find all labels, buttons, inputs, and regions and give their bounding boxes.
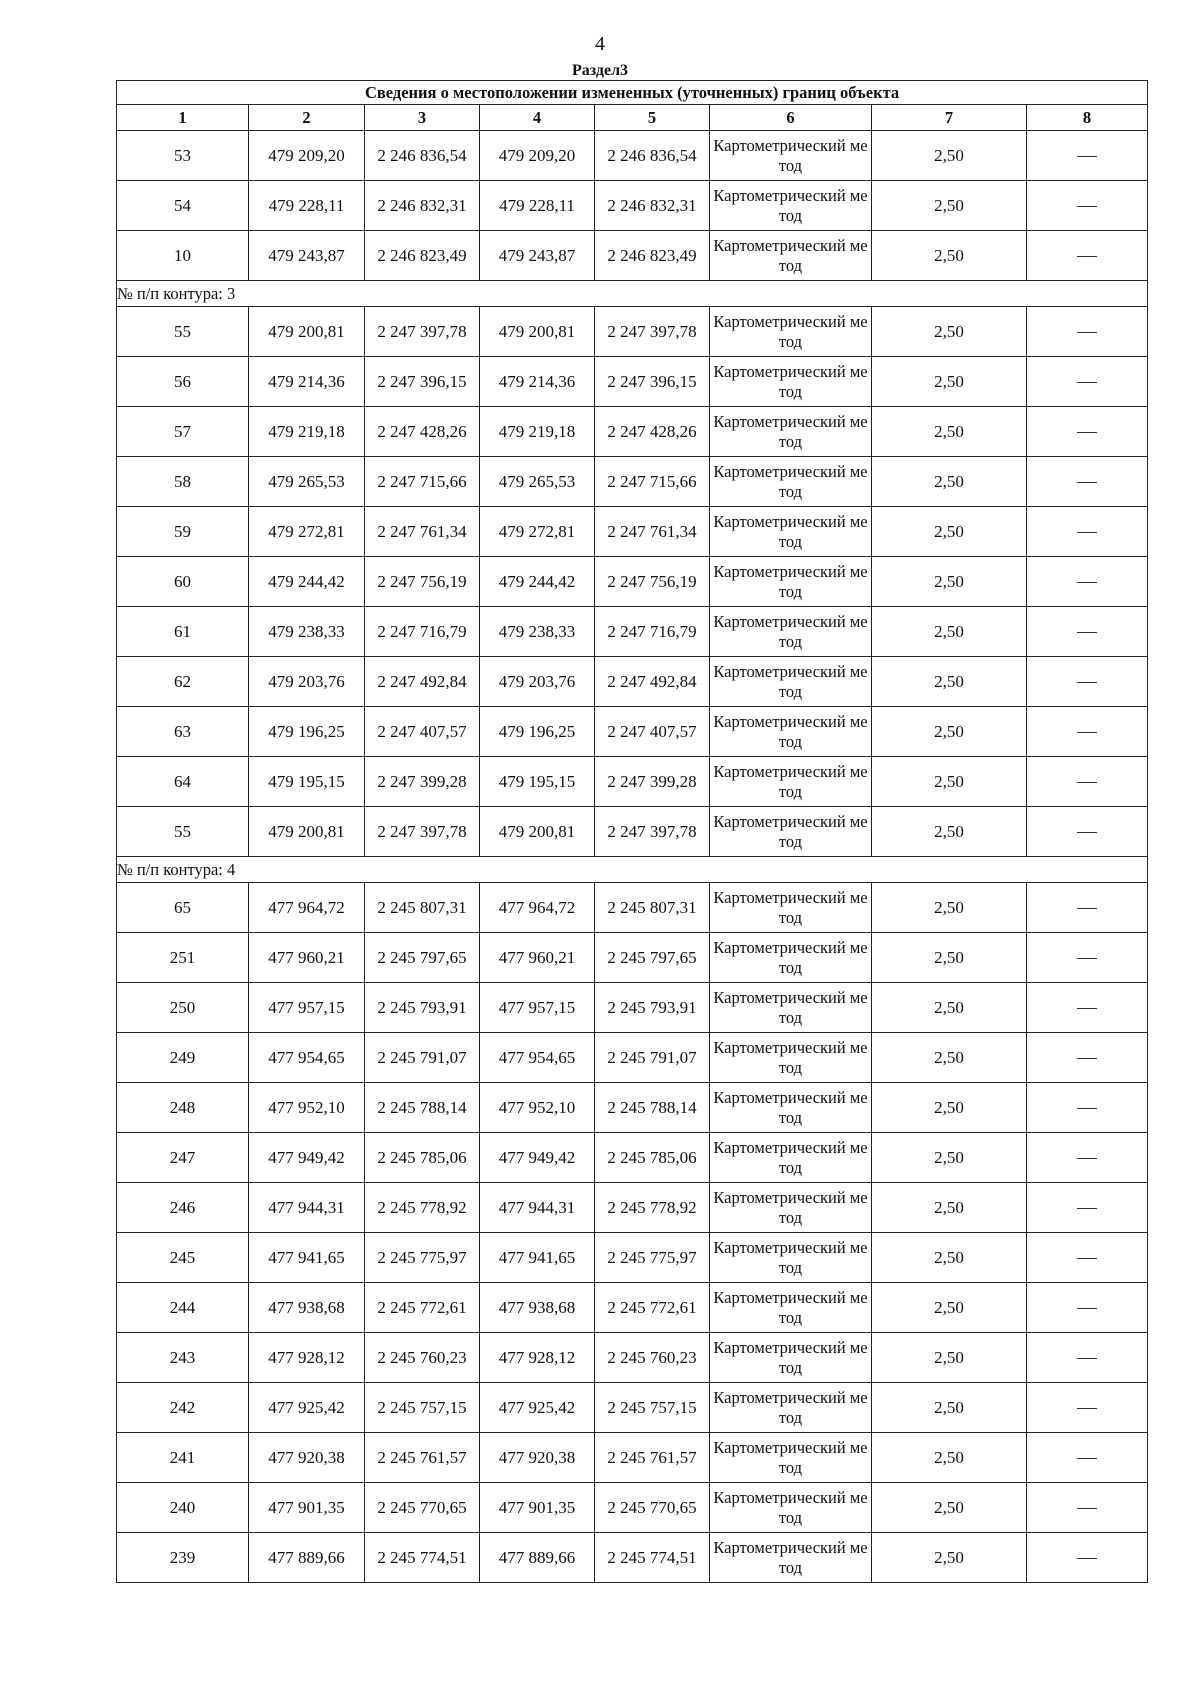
empty-dash [1077, 1108, 1097, 1109]
y-new-cell: 2 247 492,84 [595, 657, 710, 707]
method-cell: Картометрический метод [710, 507, 872, 557]
point-number-cell: 64 [117, 757, 249, 807]
table-row [117, 357, 1148, 407]
y-old-cell: 2 245 791,07 [365, 1033, 480, 1083]
description-cell [1027, 607, 1148, 657]
table-row [117, 1233, 1148, 1283]
x-new-cell: 477 901,35 [480, 1483, 595, 1533]
y-new-cell: 2 247 397,78 [595, 807, 710, 857]
point-number-cell: 246 [117, 1183, 249, 1233]
accuracy-cell: 2,50 [872, 933, 1027, 983]
method-cell: Картометрический метод [710, 407, 872, 457]
x-new-cell: 477 960,21 [480, 933, 595, 983]
empty-dash [1077, 156, 1097, 157]
y-old-cell: 2 245 788,14 [365, 1083, 480, 1133]
description-cell [1027, 307, 1148, 357]
y-new-cell: 2 247 715,66 [595, 457, 710, 507]
accuracy-cell: 2,50 [872, 757, 1027, 807]
empty-dash [1077, 582, 1097, 583]
x-new-cell: 479 272,81 [480, 507, 595, 557]
accuracy-cell: 2,50 [872, 407, 1027, 457]
x-new-cell: 479 196,25 [480, 707, 595, 757]
accuracy-cell: 2,50 [872, 1233, 1027, 1283]
empty-dash [1077, 1158, 1097, 1159]
accuracy-cell: 2,50 [872, 131, 1027, 181]
x-old-cell: 479 195,15 [249, 757, 365, 807]
method-cell: Картометрический метод [710, 1033, 872, 1083]
empty-dash [1077, 908, 1097, 909]
point-number-cell: 65 [117, 883, 249, 933]
y-old-cell: 2 247 399,28 [365, 757, 480, 807]
point-number-cell: 63 [117, 707, 249, 757]
x-old-cell: 477 954,65 [249, 1033, 365, 1083]
method-cell: Картометрический метод [710, 1233, 872, 1283]
y-new-cell: 2 245 774,51 [595, 1533, 710, 1583]
point-number-cell: 248 [117, 1083, 249, 1133]
y-new-cell: 2 245 770,65 [595, 1483, 710, 1533]
column-number: 1 [117, 105, 249, 131]
column-number: 4 [480, 105, 595, 131]
column-number: 6 [710, 105, 872, 131]
empty-dash [1077, 1308, 1097, 1309]
y-old-cell: 2 247 428,26 [365, 407, 480, 457]
table-row [117, 757, 1148, 807]
accuracy-cell: 2,50 [872, 807, 1027, 857]
description-cell [1027, 1483, 1148, 1533]
x-new-cell: 477 889,66 [480, 1533, 595, 1583]
y-new-cell: 2 246 836,54 [595, 131, 710, 181]
x-old-cell: 479 203,76 [249, 657, 365, 707]
x-old-cell: 477 920,38 [249, 1433, 365, 1483]
column-number: 3 [365, 105, 480, 131]
point-number-cell: 54 [117, 181, 249, 231]
accuracy-cell: 2,50 [872, 1283, 1027, 1333]
point-number-cell: 243 [117, 1333, 249, 1383]
description-cell [1027, 983, 1148, 1033]
method-cell: Картометрический метод [710, 1283, 872, 1333]
x-new-cell: 477 957,15 [480, 983, 595, 1033]
y-old-cell: 2 247 761,34 [365, 507, 480, 557]
method-cell: Картометрический метод [710, 307, 872, 357]
x-old-cell: 477 938,68 [249, 1283, 365, 1333]
x-old-cell: 477 925,42 [249, 1383, 365, 1433]
point-number-cell: 56 [117, 357, 249, 407]
contour-header-row [117, 281, 1148, 307]
empty-dash [1077, 782, 1097, 783]
empty-dash [1077, 256, 1097, 257]
y-old-cell: 2 245 770,65 [365, 1483, 480, 1533]
y-old-cell: 2 245 760,23 [365, 1333, 480, 1383]
point-number-cell: 62 [117, 657, 249, 707]
table-row [117, 983, 1148, 1033]
accuracy-cell: 2,50 [872, 507, 1027, 557]
point-number-cell: 245 [117, 1233, 249, 1283]
y-old-cell: 2 246 836,54 [365, 131, 480, 181]
method-cell: Картометрический метод [710, 607, 872, 657]
accuracy-cell: 2,50 [872, 457, 1027, 507]
description-cell [1027, 557, 1148, 607]
accuracy-cell: 2,50 [872, 1083, 1027, 1133]
method-cell: Картометрический метод [710, 1483, 872, 1533]
y-old-cell: 2 245 761,57 [365, 1433, 480, 1483]
point-number-cell: 242 [117, 1383, 249, 1433]
x-old-cell: 479 200,81 [249, 807, 365, 857]
method-cell: Картометрический метод [710, 1083, 872, 1133]
y-new-cell: 2 245 778,92 [595, 1183, 710, 1233]
empty-dash [1077, 1408, 1097, 1409]
point-number-cell: 53 [117, 131, 249, 181]
x-old-cell: 477 901,35 [249, 1483, 365, 1533]
description-cell [1027, 1183, 1148, 1233]
y-new-cell: 2 245 788,14 [595, 1083, 710, 1133]
column-number: 2 [249, 105, 365, 131]
column-number: 5 [595, 105, 710, 131]
x-new-cell: 479 265,53 [480, 457, 595, 507]
y-new-cell: 2 247 397,78 [595, 307, 710, 357]
table-row [117, 557, 1148, 607]
contour-label: № п/п контура: 4 [117, 857, 1148, 883]
method-cell: Картометрический метод [710, 357, 872, 407]
point-number-cell: 55 [117, 807, 249, 857]
accuracy-cell: 2,50 [872, 607, 1027, 657]
description-cell [1027, 507, 1148, 557]
point-number-cell: 60 [117, 557, 249, 607]
x-old-cell: 477 952,10 [249, 1083, 365, 1133]
method-cell: Картометрический метод [710, 131, 872, 181]
point-number-cell: 10 [117, 231, 249, 281]
x-old-cell: 479 209,20 [249, 131, 365, 181]
y-old-cell: 2 247 407,57 [365, 707, 480, 757]
column-number: 7 [872, 105, 1027, 131]
description-cell [1027, 883, 1148, 933]
accuracy-cell: 2,50 [872, 1433, 1027, 1483]
empty-dash [1077, 682, 1097, 683]
x-new-cell: 477 925,42 [480, 1383, 595, 1433]
x-new-cell: 477 952,10 [480, 1083, 595, 1133]
accuracy-cell: 2,50 [872, 357, 1027, 407]
y-old-cell: 2 245 778,92 [365, 1183, 480, 1233]
y-new-cell: 2 245 760,23 [595, 1333, 710, 1383]
description-cell [1027, 1333, 1148, 1383]
method-cell: Картометрический метод [710, 933, 872, 983]
empty-dash [1077, 432, 1097, 433]
accuracy-cell: 2,50 [872, 181, 1027, 231]
accuracy-cell: 2,50 [872, 1133, 1027, 1183]
method-cell: Картометрический метод [710, 1183, 872, 1233]
accuracy-cell: 2,50 [872, 1483, 1027, 1533]
y-old-cell: 2 247 396,15 [365, 357, 480, 407]
y-new-cell: 2 245 772,61 [595, 1283, 710, 1333]
page-number: 4 [595, 33, 605, 55]
table-row [117, 1533, 1148, 1583]
description-cell [1027, 1433, 1148, 1483]
x-new-cell: 477 938,68 [480, 1283, 595, 1333]
empty-dash [1077, 832, 1097, 833]
empty-dash [1077, 632, 1097, 633]
point-number-cell: 251 [117, 933, 249, 983]
x-new-cell: 477 944,31 [480, 1183, 595, 1233]
description-cell [1027, 1083, 1148, 1133]
method-cell: Картометрический метод [710, 181, 872, 231]
empty-dash [1077, 1358, 1097, 1359]
table-row [117, 181, 1148, 231]
y-new-cell: 2 247 761,34 [595, 507, 710, 557]
point-number-cell: 250 [117, 983, 249, 1033]
y-new-cell: 2 245 757,15 [595, 1383, 710, 1433]
y-new-cell: 2 245 791,07 [595, 1033, 710, 1083]
table-row [117, 231, 1148, 281]
x-new-cell: 477 964,72 [480, 883, 595, 933]
x-new-cell: 479 200,81 [480, 807, 595, 857]
x-new-cell: 479 214,36 [480, 357, 595, 407]
y-old-cell: 2 247 756,19 [365, 557, 480, 607]
point-number-cell: 57 [117, 407, 249, 457]
y-old-cell: 2 245 785,06 [365, 1133, 480, 1183]
method-cell: Картометрический метод [710, 657, 872, 707]
y-old-cell: 2 247 397,78 [365, 807, 480, 857]
x-new-cell: 477 954,65 [480, 1033, 595, 1083]
empty-dash [1077, 382, 1097, 383]
table-row [117, 607, 1148, 657]
y-new-cell: 2 246 823,49 [595, 231, 710, 281]
y-new-cell: 2 247 399,28 [595, 757, 710, 807]
x-new-cell: 477 941,65 [480, 1233, 595, 1283]
y-new-cell: 2 245 785,06 [595, 1133, 710, 1183]
y-old-cell: 2 246 823,49 [365, 231, 480, 281]
y-new-cell: 2 245 797,65 [595, 933, 710, 983]
accuracy-cell: 2,50 [872, 707, 1027, 757]
x-new-cell: 477 949,42 [480, 1133, 595, 1183]
y-old-cell: 2 245 774,51 [365, 1533, 480, 1583]
y-new-cell: 2 247 428,26 [595, 407, 710, 457]
accuracy-cell: 2,50 [872, 557, 1027, 607]
x-old-cell: 479 228,11 [249, 181, 365, 231]
x-old-cell: 477 944,31 [249, 1183, 365, 1233]
point-number-cell: 55 [117, 307, 249, 357]
point-number-cell: 244 [117, 1283, 249, 1333]
method-cell: Картометрический метод [710, 1133, 872, 1183]
empty-dash [1077, 1008, 1097, 1009]
empty-dash [1077, 532, 1097, 533]
empty-dash [1077, 1208, 1097, 1209]
accuracy-cell: 2,50 [872, 657, 1027, 707]
method-cell: Картометрический метод [710, 231, 872, 281]
x-new-cell: 479 200,81 [480, 307, 595, 357]
table-row [117, 507, 1148, 557]
point-number-cell: 58 [117, 457, 249, 507]
point-number-cell: 59 [117, 507, 249, 557]
description-cell [1027, 1533, 1148, 1583]
description-cell [1027, 807, 1148, 857]
method-cell: Картометрический метод [710, 883, 872, 933]
accuracy-cell: 2,50 [872, 983, 1027, 1033]
section-title: Раздел3 [571, 62, 629, 79]
empty-dash [1077, 1508, 1097, 1509]
x-old-cell: 479 243,87 [249, 231, 365, 281]
description-cell [1027, 231, 1148, 281]
x-old-cell: 479 272,81 [249, 507, 365, 557]
y-old-cell: 2 247 492,84 [365, 657, 480, 707]
y-old-cell: 2 245 757,15 [365, 1383, 480, 1433]
description-cell [1027, 1283, 1148, 1333]
y-old-cell: 2 247 716,79 [365, 607, 480, 657]
x-new-cell: 479 228,11 [480, 181, 595, 231]
method-cell: Картометрический метод [710, 457, 872, 507]
description-cell [1027, 707, 1148, 757]
empty-dash [1077, 206, 1097, 207]
table-caption: Сведения о местоположении измененных (уточненных) границ объекта [117, 81, 1148, 105]
table-row [117, 457, 1148, 507]
x-old-cell: 479 196,25 [249, 707, 365, 757]
table-row [117, 1133, 1148, 1183]
accuracy-cell: 2,50 [872, 231, 1027, 281]
boundary-coordinates-table [116, 80, 1148, 1583]
x-old-cell: 477 928,12 [249, 1333, 365, 1383]
method-cell: Картометрический метод [710, 1433, 872, 1483]
table-row [117, 1383, 1148, 1433]
x-old-cell: 477 964,72 [249, 883, 365, 933]
table-body [117, 131, 1148, 1583]
table-row [117, 1433, 1148, 1483]
column-number-row [117, 105, 1148, 131]
y-old-cell: 2 245 797,65 [365, 933, 480, 983]
y-old-cell: 2 245 772,61 [365, 1283, 480, 1333]
contour-header-row [117, 857, 1148, 883]
table-row [117, 1033, 1148, 1083]
empty-dash [1077, 1058, 1097, 1059]
table-row [117, 883, 1148, 933]
y-old-cell: 2 247 397,78 [365, 307, 480, 357]
description-cell [1027, 1033, 1148, 1083]
point-number-cell: 239 [117, 1533, 249, 1583]
description-cell [1027, 657, 1148, 707]
x-old-cell: 477 960,21 [249, 933, 365, 983]
table-row [117, 933, 1148, 983]
y-new-cell: 2 245 807,31 [595, 883, 710, 933]
accuracy-cell: 2,50 [872, 1333, 1027, 1383]
x-old-cell: 479 214,36 [249, 357, 365, 407]
point-number-cell: 61 [117, 607, 249, 657]
table-row [117, 1333, 1148, 1383]
point-number-cell: 241 [117, 1433, 249, 1483]
description-cell [1027, 357, 1148, 407]
description-cell [1027, 457, 1148, 507]
y-new-cell: 2 247 756,19 [595, 557, 710, 607]
x-old-cell: 477 941,65 [249, 1233, 365, 1283]
table-row [117, 1083, 1148, 1133]
empty-dash [1077, 1558, 1097, 1559]
description-cell [1027, 757, 1148, 807]
accuracy-cell: 2,50 [872, 1033, 1027, 1083]
y-new-cell: 2 247 716,79 [595, 607, 710, 657]
table-row [117, 707, 1148, 757]
method-cell: Картометрический метод [710, 1333, 872, 1383]
empty-dash [1077, 482, 1097, 483]
method-cell: Картометрический метод [710, 1383, 872, 1433]
description-cell [1027, 1233, 1148, 1283]
table-row [117, 407, 1148, 457]
point-number-cell: 249 [117, 1033, 249, 1083]
description-cell [1027, 407, 1148, 457]
y-new-cell: 2 247 407,57 [595, 707, 710, 757]
y-old-cell: 2 245 807,31 [365, 883, 480, 933]
x-new-cell: 477 920,38 [480, 1433, 595, 1483]
y-new-cell: 2 245 761,57 [595, 1433, 710, 1483]
y-new-cell: 2 247 396,15 [595, 357, 710, 407]
table-row [117, 657, 1148, 707]
x-new-cell: 479 238,33 [480, 607, 595, 657]
description-cell [1027, 131, 1148, 181]
x-new-cell: 477 928,12 [480, 1333, 595, 1383]
table-row [117, 1183, 1148, 1233]
table-row [117, 1283, 1148, 1333]
method-cell: Картометрический метод [710, 807, 872, 857]
y-old-cell: 2 246 832,31 [365, 181, 480, 231]
empty-dash [1077, 958, 1097, 959]
y-new-cell: 2 246 832,31 [595, 181, 710, 231]
accuracy-cell: 2,50 [872, 1383, 1027, 1433]
point-number-cell: 247 [117, 1133, 249, 1183]
y-new-cell: 2 245 793,91 [595, 983, 710, 1033]
table-row [117, 131, 1148, 181]
x-old-cell: 479 200,81 [249, 307, 365, 357]
y-old-cell: 2 245 793,91 [365, 983, 480, 1033]
accuracy-cell: 2,50 [872, 1183, 1027, 1233]
method-cell: Картометрический метод [710, 983, 872, 1033]
method-cell: Картометрический метод [710, 707, 872, 757]
x-new-cell: 479 195,15 [480, 757, 595, 807]
x-old-cell: 479 244,42 [249, 557, 365, 607]
y-old-cell: 2 247 715,66 [365, 457, 480, 507]
empty-dash [1077, 732, 1097, 733]
empty-dash [1077, 1258, 1097, 1259]
accuracy-cell: 2,50 [872, 1533, 1027, 1583]
x-old-cell: 477 949,42 [249, 1133, 365, 1183]
table-row [117, 307, 1148, 357]
accuracy-cell: 2,50 [872, 307, 1027, 357]
description-cell [1027, 181, 1148, 231]
x-old-cell: 479 219,18 [249, 407, 365, 457]
empty-dash [1077, 332, 1097, 333]
description-cell [1027, 1133, 1148, 1183]
empty-dash [1077, 1458, 1097, 1459]
point-number-cell: 240 [117, 1483, 249, 1533]
method-cell: Картометрический метод [710, 557, 872, 607]
accuracy-cell: 2,50 [872, 883, 1027, 933]
table-row [117, 1483, 1148, 1533]
x-old-cell: 479 265,53 [249, 457, 365, 507]
x-old-cell: 477 957,15 [249, 983, 365, 1033]
x-new-cell: 479 209,20 [480, 131, 595, 181]
x-new-cell: 479 243,87 [480, 231, 595, 281]
y-new-cell: 2 245 775,97 [595, 1233, 710, 1283]
x-new-cell: 479 244,42 [480, 557, 595, 607]
y-old-cell: 2 245 775,97 [365, 1233, 480, 1283]
contour-label: № п/п контура: 3 [117, 281, 1148, 307]
table-row [117, 807, 1148, 857]
x-new-cell: 479 203,76 [480, 657, 595, 707]
x-old-cell: 479 238,33 [249, 607, 365, 657]
column-number: 8 [1027, 105, 1148, 131]
x-new-cell: 479 219,18 [480, 407, 595, 457]
method-cell: Картометрический метод [710, 757, 872, 807]
description-cell [1027, 1383, 1148, 1433]
description-cell [1027, 933, 1148, 983]
method-cell: Картометрический метод [710, 1533, 872, 1583]
x-old-cell: 477 889,66 [249, 1533, 365, 1583]
